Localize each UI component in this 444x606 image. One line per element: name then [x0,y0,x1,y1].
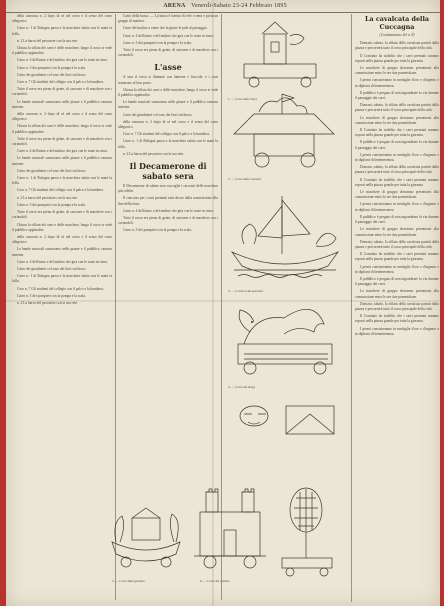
paragraph: Carro n. 5 dei pompieri con la pompa e la scala. [17,202,86,207]
paragraph: Coro n. 7 Gli studenti del collegio con il palco e la bandiera. [17,188,104,193]
masthead [6,0,440,13]
paragraph: Tutto il corso era pieno di gente, di carrozze e di maschere con i coriandoli. [12,87,112,97]
paragraph: Domani, sabato, la sfilata della cavalcata partirà dalla piazza e percorrerà tutto il corso principale della città. [355,301,439,311]
paragraph: I premi consisteranno in medaglie d'oro e d'argento e in diplomi di benemerenza. [355,202,439,212]
paragraph: Chiusa la sfilata dei carri e delle maschere, lungo il corso si vede il pubblico applaudire. [12,124,112,134]
paragraph: Carro n. 4 dell'asino e del mulino che gira con le ruote in cima. [123,33,214,38]
paragraph: Tutto il corso era pieno di gente, di carrozze e di maschere con i coriandoli. [12,210,112,220]
article-title: La cavalcata della Cuccagna [364,15,430,31]
paragraph: I premi consisteranno in medaglie d'oro e d'argento e in diplomi di benemerenza. [355,78,439,88]
paragraph: Carro dei giardinieri col vaso dei fiori sul dorso. [123,112,193,117]
paragraph: n. 2 La barca del pescatore con la sua rete. [17,300,78,305]
paragraph: Carro del mulino a vento che fa girare le pale al passaggio. [123,26,208,31]
paragraph: Carro n. 5 dei pompieri con la pompa e la scala. [17,293,86,298]
paragraph: Carro n. 5 dei pompieri con la pompa e la scala. [123,40,192,45]
paragraph: Le bande musicali suonavano nelle piazze e il pubblico cantava insieme. [12,247,112,257]
paragraph: I premi consisteranno in medaglie d'oro e d'argento e in diplomi di benemerenza. [355,152,439,163]
ship-float-drawing [232,196,338,278]
paragraph: Il concorso per i carri premiati sarà deciso dalla commissione alla fine della festa. [118,196,218,206]
paragraph: Le maschere di gruppo dovranno presentarsi alla commissione entro le ore due pomeridiane. [355,66,439,76]
dragon-float-drawing [238,309,332,374]
paragraph: della carrozza n. 2 dopo di sè nel corso e il senso del carro allegorico. [118,119,218,130]
paragraph: Il pubblico è pregato di non ingombrare la via durante il passaggio dei carri. [355,140,439,150]
paragraph: Domani, sabato, la sfilata della cavalcata partirà dalla piazza e percorrerà tutto il corso principale della città. [355,165,439,175]
article-subtitle: (Continuazione del n. 8) [379,33,415,37]
paragraph: Il pubblico è pregato di non ingombrare la via durante il passaggio dei carri. [355,276,439,287]
paragraph: n. 2 La barca del pescatore con la sua rete. [17,195,78,200]
paragraph: A sera il corso si illuminò con lanterne e fiaccole, e i carri tornarono al loro posto. [118,75,218,85]
illustration-caption: 2. — Carro della carrozza [228,177,262,181]
paragraph: Le maschere di gruppo dovranno presentarsi alla commissione entro le ore due pomeridiane. [355,115,439,125]
paragraph: Carro n. 4 dell'asino e del mulino che gira con le ruote in cima. [17,259,108,264]
tower-float-drawing [244,22,316,87]
illustration-caption: 5. — Carro della gondola [112,579,145,583]
newspaper-page [6,0,440,606]
gondola-float-drawing [112,508,180,567]
paragraph: I premi consisteranno in medaglie d'oro e d'argento e in diplomi di benemerenza. [355,326,439,336]
paragraph: della carrozza n. 2 dopo di sè nel corso e il senso del carro allegorico. [12,112,112,122]
paragraph: Carro dei giardinieri col vaso dei fiori sul dorso. [17,266,87,271]
paragraph: Il Decamerone di sabato sera raccoglie i racconti delle maschere più celebri. [118,184,218,194]
carriage-float-drawing [234,94,334,167]
paragraph: Domani, sabato, la sfilata della cavalcata partirà dalla piazza e percorrerà tutto il corso principale della città. [355,41,439,51]
paragraph: Le bande musicali suonavano nelle piazze e il pubblico cantava insieme. [12,99,112,109]
paragraph: Coro n. 7 Gli studenti del collegio con il palco e la bandiera. [17,286,104,291]
paragraph: Carro n. 4 dell'asino e del mulino che gira con le ruote in cima. [17,58,108,63]
paragraph: Carro n. 1 di Bologna passa e la maschera saluta con le mani la folla. [12,26,112,36]
paragraph: Il Comitato ha stabilito che i carri premiati saranno esposti nella piazza grande per tutta la giornata. [355,314,439,324]
paper-name: ARENA [163,3,186,9]
paragraph: Carro n. 1 di Bologna passa e la maschera saluta con le mani la folla. [118,139,218,149]
paragraph: Il Comitato ha stabilito che i carri premiati saranno esposti nella piazza grande per tutta la giornata. [355,128,439,138]
paragraph: Carro n. 1 di Bologna passa e la maschera saluta con le mani la folla. [12,274,112,284]
paragraph: della carrozza n. 2 dopo di sè nel corso e il senso del carro allegorico. [12,14,112,24]
section-heading: Il Decamerone di sabato sera [129,161,207,182]
paragraph: Il pubblico è pregato di non ingombrare la via durante il passaggio dei carri. [355,214,439,225]
paragraph: Tutto il corso era pieno di gente, di carrozze e di maschere con i coriandoli. [12,136,112,147]
section-heading: L'asse [154,62,182,73]
paragraph: Il pubblico è pregato di non ingombrare la via durante il passaggio dei carri. [355,90,439,101]
illustration-caption: 4. — Carro del drago [228,385,256,389]
racket-float-drawing [282,488,332,576]
paragraph: n. 2 La barca del pescatore con la sua rete. [17,38,78,43]
paragraph: Il Comitato ha stabilito che i carri premiati saranno esposti nella piazza grande per tutta la giornata. [355,252,439,262]
issue-info: Venerdì-Sabato 23-24 Febbraio 1895 [191,3,287,9]
illustration-caption: 6. — Carro del castello [200,579,230,583]
paragraph: Domani, sabato, la sfilata della cavalcata partirà dalla piazza e percorrerà tutto il corso principale della città. [355,103,439,113]
bottom-illustrations [106,462,351,602]
paragraph: Carro n. 4 dell'asino e del mulino che gira con le ruote in cima. [123,208,214,213]
paragraph: Carro n. 5 dei pompieri con la pompa e la scala. [17,65,86,70]
paragraph: della carrozza n. 2 dopo di sè nel corso e il senso del carro allegorico. [12,234,112,245]
paragraph: Chiusa la sfilata dei carri e delle maschere, lungo il corso si vede il pubblico applaudire. [12,46,112,56]
paragraph: Chiusa la sfilata dei carri e delle maschere, lungo il corso si vede il pubblico applaudire. [12,222,112,232]
paragraph: Chiusa la sfilata dei carri e delle maschere, lungo il corso si vede il pubblico applaudire. [118,87,218,98]
text-column-1 [12,14,112,602]
paragraph: Carro dei giardinieri col vaso dei fiori sul dorso. [17,168,87,173]
paragraph: Carro n. 5 dei pompieri con la pompa e la scala. [123,228,192,233]
paragraph: Tutto il corso era pieno di gente, di carrozze e di maschere con i coriandoli. [118,216,218,226]
paragraph: Le maschere di gruppo dovranno presentarsi alla commissione entro le ore due pomeridiane. [355,190,439,200]
paragraph: Le bande musicali suonavano nelle piazze e il pubblico cantava insieme. [118,100,218,110]
paragraph: Carro dei giardinieri col vaso dei fiori sul dorso. [17,72,87,77]
paragraph: Il Comitato ha stabilito che i carri premiati saranno esposti nella piazza grande per tutta la giornata. [355,177,439,187]
paragraph: Carro della barca. — La barca è fornita di vele e remi e porta un gruppo di marinai. [118,14,218,24]
paragraph: n. 2 La barca del pescatore con la sua rete. [123,151,184,156]
mask-vignette-drawing [240,406,334,434]
paragraph: Le bande musicali suonavano nelle piazze e il pubblico cantava insieme. [12,156,112,166]
paragraph: Il Comitato ha stabilito che i carri premiati saranno esposti nella piazza grande per tutta la giornata. [355,53,439,63]
paragraph: Carro n. 4 dell'asino e del mulino che gira con le ruote in cima. [17,149,108,154]
paragraph: Tutto il corso era pieno di gente, di carrozze e di maschere con i coriandoli. [118,48,218,58]
illustration-caption: 3. — La barca dei pescatori [228,289,264,293]
paragraph: Carro n. 1 di Bologna passa e la maschera saluta con le mani la folla. [12,176,112,186]
paragraph: Le maschere di gruppo dovranno presentarsi alla commissione entro le ore due pomeridiane. [355,289,439,299]
bottom-floats-svg [106,462,351,602]
paragraph: I premi consisteranno in medaglie d'oro e d'argento e in diplomi di benemerenza. [355,264,439,274]
castle-float-drawing [194,489,266,568]
carnival-float-illustrations [224,14,346,464]
paragraph: Coro n. 7 Gli studenti del collegio con il palco e la bandiera. [17,80,104,85]
illustration-caption: 1. — Carro della Torre [228,97,258,101]
paragraph: Coro n. 7 Gli studenti del collegio con il palco e la bandiera. [123,132,210,137]
paragraph: Domani, sabato, la sfilata della cavalcata partirà dalla piazza e percorrerà tutto il corso principale della città. [355,239,439,249]
paragraph: Le maschere di gruppo dovranno presentarsi alla commissione entro le ore due pomeridiane. [355,227,439,237]
text-column-right [351,14,439,602]
